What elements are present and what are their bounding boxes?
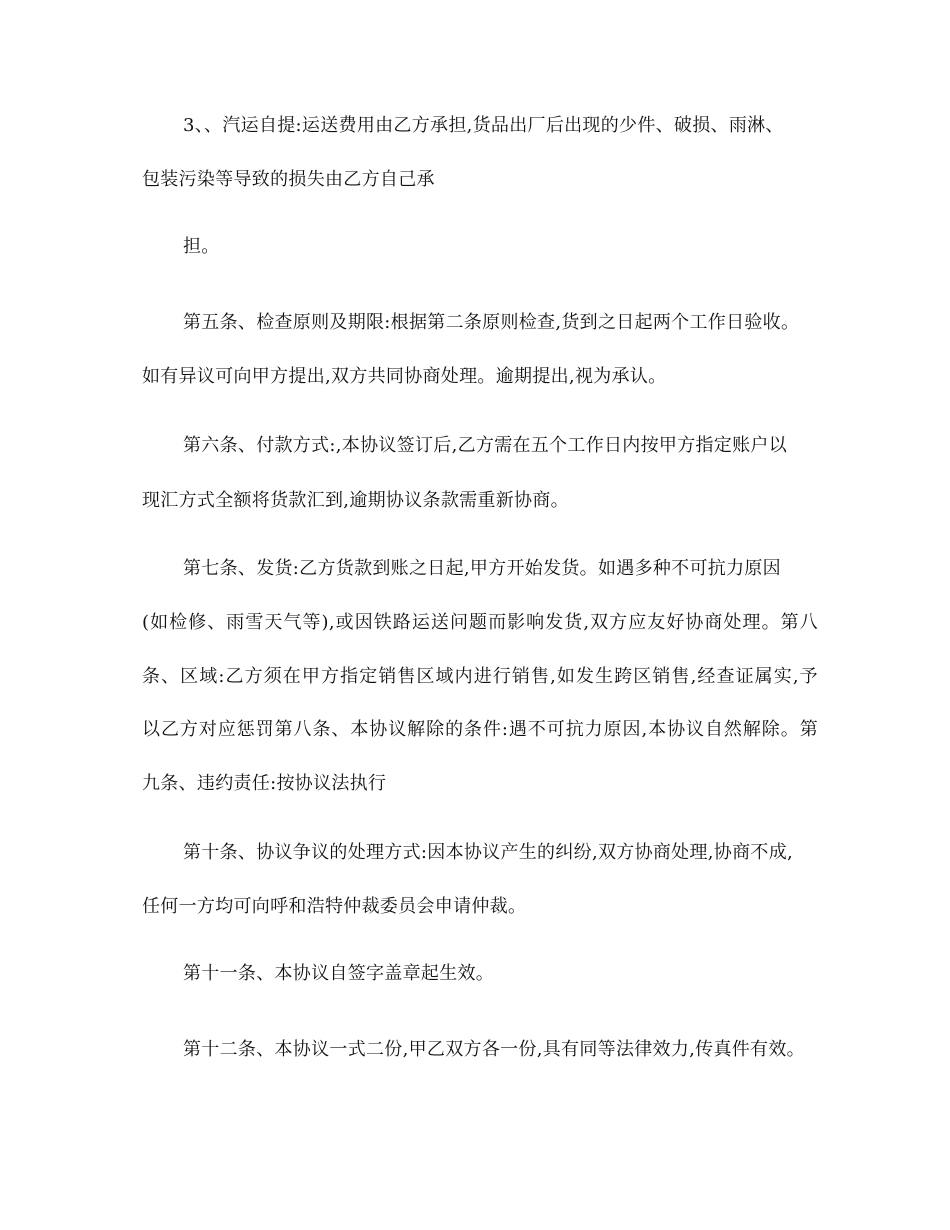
paragraph-line: 第五条、检查原则及期限:根据第二条原则检查,货到之日起两个工作日验收。 [183,312,800,333]
paragraph-line: 担。 [183,236,220,257]
paragraph-line: 第十一条、本协议自签字盖章起生效。 [183,963,495,984]
paragraph-line: 以乙方对应惩罚第八条、本协议解除的条件:遇不可抗力原因,本协议自然解除。第 [142,719,818,740]
paragraph-line: 3、、汽运自提:运送费用由乙方承担,货品出厂后出现的少件、破损、雨淋、 [183,115,784,136]
paragraph-line: 第七条、发货:乙方货款到账之日起,甲方开始发货。如遇多种不可抗力原因 [183,558,781,579]
paragraph-line: 现汇方式全额将货款汇到,逾期协议条款需重新协商。 [142,490,569,511]
paragraph-line: 第六条、付款方式:,本协议签订后,乙方需在五个工作日内按甲方指定账户以 [183,435,788,456]
paragraph-line: 第十二条、本协议一式二份,甲乙双方各一份,具有同等法律效力,传真件有效。 [183,1039,805,1060]
paragraph-line: 条、区域:乙方须在甲方指定销售区域内进行销售,如发生跨区销售,经查证属实,予 [142,666,818,687]
paragraph-line: 任何一方均可向呼和浩特仲裁委员会申请仲裁。 [142,896,527,917]
paragraph-line: (如检修、雨雪天气等),或因铁路运送问题而影响发货,双方应友好协商处理。第八 [142,612,818,633]
paragraph-line: 九条、违约责任:按协议法执行 [142,773,387,794]
paragraph-line: 第十条、协议争议的处理方式:因本协议产生的纠纷,双方协商处理,协商不成, [183,842,794,863]
paragraph-line: 如有异议可向甲方提出,双方共同协商处理。逾期提出,视为承认。 [142,366,667,387]
paragraph-line: 包装污染等导致的损失由乙方自己承 [142,169,435,190]
